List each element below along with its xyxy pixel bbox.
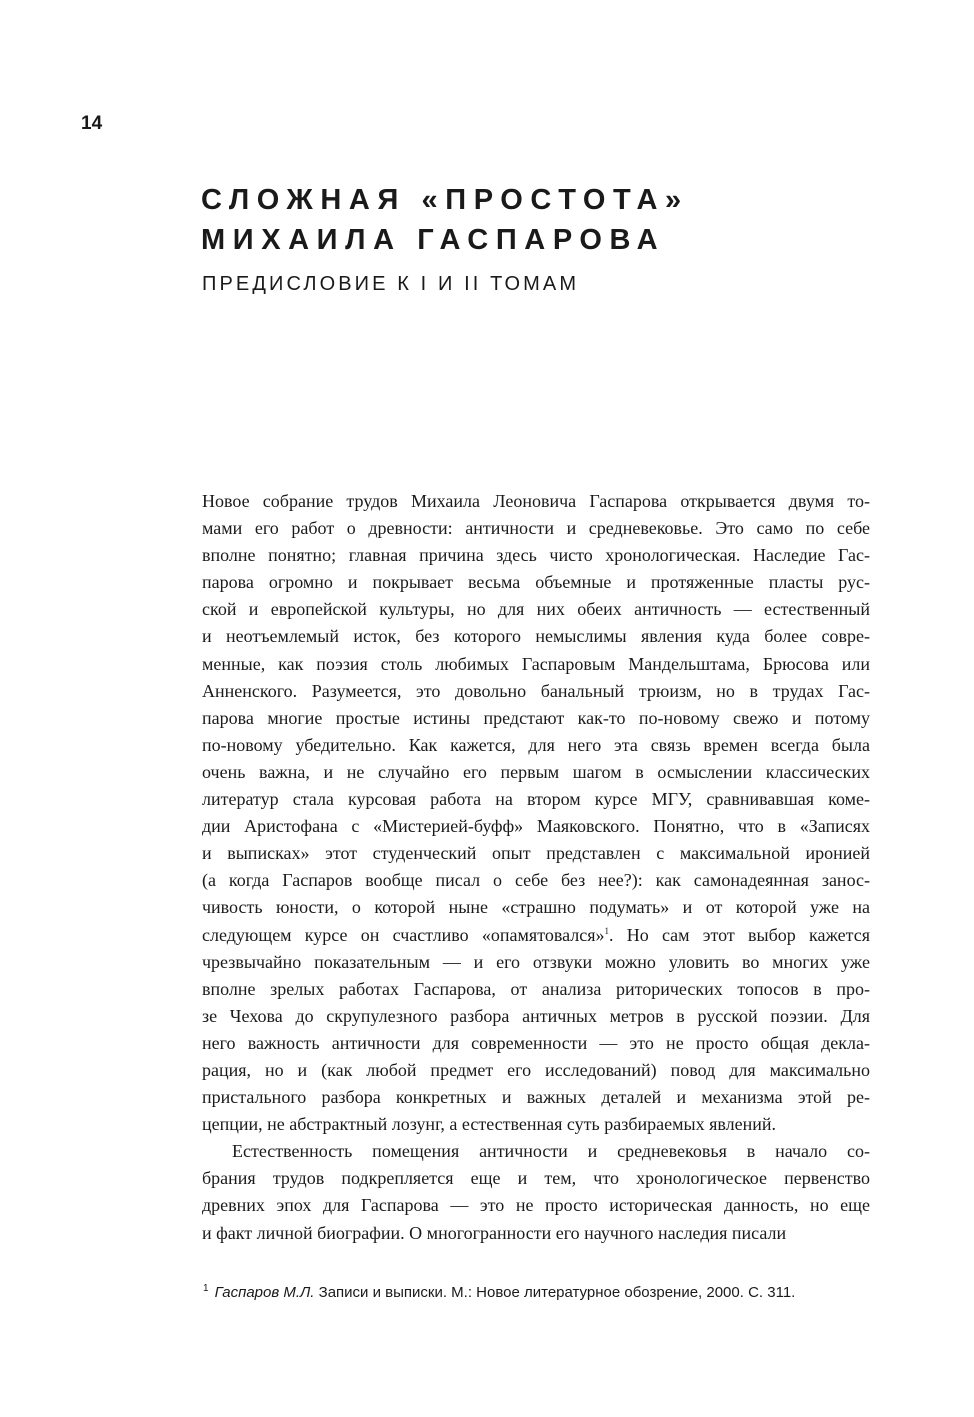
- text-line: [202, 922, 870, 949]
- text-line: Естественность помещения античности и средневековья в начало со-: [232, 1141, 870, 1162]
- body-text: [202, 488, 870, 1247]
- chapter-title-line-1: СЛОЖНАЯ «ПРОСТОТА»: [201, 184, 689, 216]
- text-line: пристального разбора конкретных и важных деталей и механизма этой ре-: [202, 1087, 870, 1108]
- text-line: очень важна, и не случайно его первым шагом в осмыслении классических: [202, 761, 870, 782]
- text-line: (а когда Гаспаров вообще писал о себе без нее?): как самонадеянная занос-: [202, 870, 870, 891]
- text-line: Анненского. Разумеется, это довольно банальный трюизм, но в трудах Гас-: [202, 680, 870, 701]
- chapter-subtitle: ПРЕДИСЛОВИЕ К I И II ТОМАМ: [202, 273, 580, 295]
- text-line: вполне зрелых работах Гаспарова, от анализа риторических топосов в про-: [202, 978, 870, 999]
- footnote-text: Записи и выписки. М.: Новое литературное обозрение, 2000. С. 311.: [314, 1284, 796, 1301]
- text-line: ской и европейской культуры, но для них обеих античность — естественный: [202, 599, 870, 620]
- text-line: и неотъемлемый исток, без которого немыслимы явления куда более совре-: [202, 626, 870, 647]
- footnote-marker: 1: [203, 1283, 209, 1294]
- text-line: мами его работ о древности: античности и средневековье. Это само по себе: [202, 518, 870, 539]
- text-line: по-новому убедительно. Как кажется, для него эта связь времен всегда была: [202, 734, 870, 755]
- text-line: парова многие простые истины предстают как-то по-новому свежо и потому: [202, 707, 870, 728]
- text-line: цепции, не абстрактный лозунг, а естественная суть разбираемых явлений.: [202, 1114, 777, 1135]
- text-line: парова огромно и покрывает весьма объемные и протяженные пласты рус-: [202, 572, 870, 593]
- text-line: древних эпох для Гаспарова — это не просто историческая данность, но еще: [202, 1195, 870, 1216]
- text-line: вполне понятно; главная причина здесь чисто хронологическая. Наследие Гас-: [202, 545, 870, 566]
- page-number: 14: [81, 113, 103, 134]
- footnote-author: Гаспаров М.Л.: [214, 1284, 315, 1301]
- text-line: и выписках» этот студенческий опыт представлен с максимальной иронией: [202, 843, 870, 864]
- text-line: и факт личной биографии. О многогранности его научного наследия писали: [202, 1222, 787, 1243]
- footnote-ref[interactable]: 1: [604, 925, 609, 936]
- text-line: чрезвычайно показательным — и его отзвуки можно уловить во многих уже: [202, 951, 870, 972]
- line-text: следующем курсе он счастливо «опамятовался»: [202, 924, 605, 945]
- footnote: [203, 1284, 795, 1301]
- text-line: брания трудов подкрепляется еще и тем, что хронологическое первенство: [202, 1168, 870, 1189]
- text-line: Новое собрание трудов Михаила Леоновича Гаспарова открывается двумя то-: [202, 491, 870, 511]
- line-text: . Но сам этот выбор кажется: [609, 924, 871, 945]
- text-line: дии Аристофана с «Мистерией-буфф» Маяковского. Понятно, что в «Записях: [202, 816, 870, 837]
- text-line: него важность античности для современности — это не просто общая декла-: [202, 1032, 870, 1053]
- chapter-title-line-2: МИХАИЛА ГАСПАРОВА: [201, 224, 666, 256]
- text-line: литератур стала курсовая работа на втором курсе МГУ, сравнивавшая коме-: [202, 789, 870, 810]
- text-line: менные, как поэзия столь любимых Гаспаровым Мандельштама, Брюсова или: [202, 653, 870, 674]
- text-line: чивость юности, о которой ныне «страшно подумать» и от которой уже на: [202, 897, 870, 918]
- text-line: рация, но и (как любой предмет его исследований) повод для максимально: [202, 1059, 870, 1080]
- text-line: зе Чехова до скрупулезного разбора античных метров в русской поэзии. Для: [202, 1005, 870, 1026]
